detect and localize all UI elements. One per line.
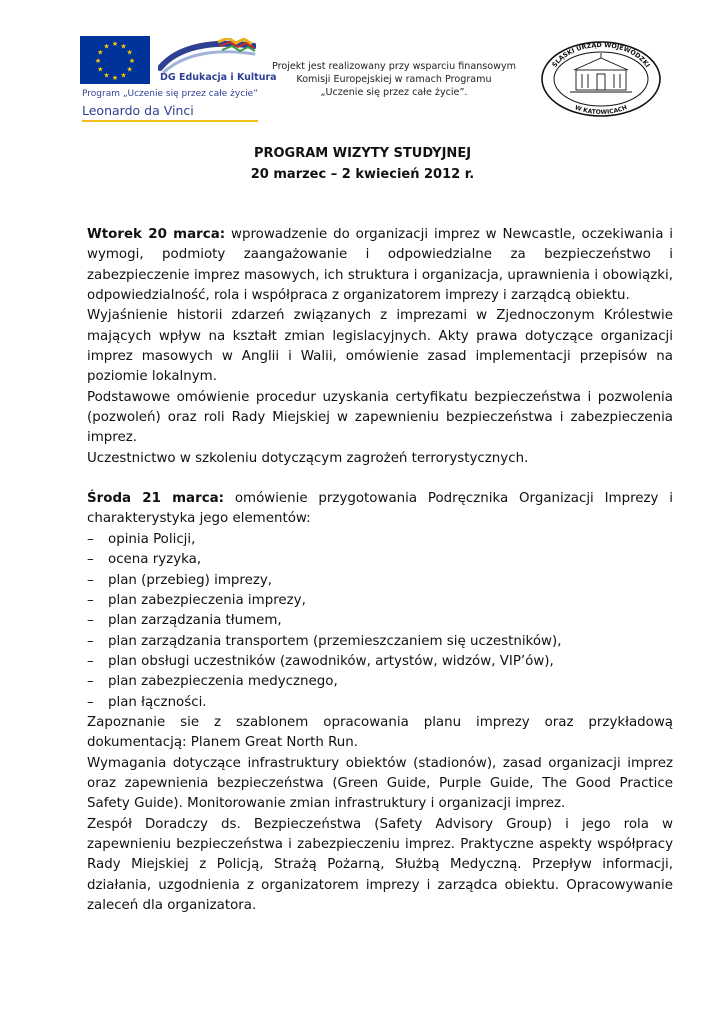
svg-text:★: ★ — [111, 74, 119, 82]
day-heading: Wtorek 20 marca: — [87, 227, 226, 242]
day-heading: Środa 21 marca: — [87, 491, 225, 507]
svg-text:★: ★ — [111, 40, 119, 48]
list-item: – plan zarządzania transportem (przemieszczaniem się uczestników), — [87, 633, 562, 649]
seal-bottom-text: W KATOWICACH — [573, 104, 629, 117]
day-intro-text: omówienie przygotowania Podręcznika Organizacji Imprezy i charakterystyka jego elementów: — [87, 491, 673, 527]
day-tuesday-section — [87, 225, 673, 469]
page-title: PROGRAM WIZYTY STUDYJNEJ — [253, 146, 472, 161]
body-paragraph: Podstawowe omówienie procedur uzyskania certyfikatu bezpieczeństwa i pozwolenia (pozwoleń) oraz roli Rady Miejskiej w zapewnieniu bezpieczeństwa i zabezpieczenia imprez. — [87, 389, 673, 446]
day-intro-paragraph — [87, 225, 673, 306]
svg-text:★: ★ — [126, 48, 133, 57]
svg-text:★: ★ — [97, 65, 104, 74]
svg-text:★: ★ — [128, 57, 136, 65]
dg-label: DG Edukacja i Kultura — [160, 72, 277, 83]
seal-top-text: ŚLĄSKI URZĄD WOJEWÓDZKI — [550, 40, 652, 69]
eu-flag-icon — [80, 36, 150, 84]
body-paragraph: Wymagania dotyczące infrastruktury obiektów (stadionów), zasad organizacji imprez oraz zapewnienia bezpieczeństwa (Green Guide, Purple Guide, The Good Practice Safety Guide). Monitorowanie zmian infrastruktury i organizacji imprez. — [87, 755, 673, 812]
program-label: Program „Uczenie się przez całe życie” — [82, 89, 258, 99]
logo-divider — [82, 120, 258, 122]
svg-text:★: ★ — [120, 42, 127, 51]
list-item: – opinia Policji, — [87, 531, 196, 547]
list-item: – ocena ryzyka, — [87, 552, 202, 568]
svg-text:★: ★ — [103, 42, 110, 51]
body-paragraph: Uczestnictwo w szkoleniu dotyczącym zagrożeń terrorystycznych. — [87, 450, 529, 466]
list-item: – plan zabezpieczenia medycznego, — [87, 674, 338, 690]
funding-line: Komisji Europejskiej w ramach Programu — [296, 74, 492, 85]
day-intro-paragraph — [87, 489, 673, 530]
list-item: – plan obsługi uczestników (zawodników, artystów, widzów, VIP’ów), — [87, 653, 554, 669]
page-subtitle-dates: 20 marzec – 2 kwiecień 2012 r. — [250, 167, 475, 182]
svg-text:★: ★ — [97, 48, 104, 57]
funding-line: „Uczenie się przez całe życie”. — [320, 87, 468, 98]
eu-programme-logo — [80, 36, 277, 122]
programme-body — [87, 225, 673, 916]
body-paragraph: Wyjaśnienie historii zdarzeń związanych z imprezami w Zjednoczonym Królestwie mających wpływ na kształt zmian legislacyjnych. Akty prawa dotyczące organizacji imprez masowych w Anglii i Walii, omówienie zasad implementacji przepisów na poziomie lokalnym. — [87, 308, 673, 385]
leonardo-label: Leonardo da Vinci — [82, 103, 194, 118]
svg-text:★: ★ — [103, 71, 110, 80]
plan-elements-list — [87, 530, 673, 713]
svg-text:★: ★ — [94, 57, 102, 65]
list-item: – plan (przebieg) imprezy, — [87, 572, 273, 588]
list-item: – plan zabezpieczenia imprezy, — [87, 592, 306, 608]
body-paragraph: Zapoznanie sie z szablonem opracowania planu imprezy oraz przykładową dokumentacją: Planem Great North Run. — [87, 714, 673, 751]
voivodeship-seal-icon — [540, 40, 662, 118]
funding-note — [268, 60, 520, 99]
body-paragraph: Zespół Doradczy ds. Bezpieczeństwa (Safety Advisory Group) i jego rola w zapewnieniu bezpieczeństwa i zabezpieczeniu imprez. Praktyczne aspekty współpracy Rady Miejskiej z Policją, Strażą Pożarną, Służbą Medyczną. Przepływ informacji, działania, uzgodnienia z organizatorem imprezy i zarządca obiektu. Opracowywanie zaleceń dla organizatora. — [87, 816, 673, 913]
svg-text:★: ★ — [120, 71, 127, 80]
funding-line: Projekt jest realizowany przy wsparciu finansowym — [271, 61, 517, 72]
day-wednesday-section — [87, 489, 673, 916]
list-item: – plan łączności. — [87, 694, 207, 710]
list-item: – plan zarządzania tłumem, — [87, 613, 282, 629]
day-intro-text: wprowadzenie do organizacji imprez w Newcastle, oczekiwania i wymogi, podmioty zaangażowanie i odpowiedzialne za bezpieczeństwo i zabezpieczenie imprez masowych, ich struktura i organizacja, uprawnienia i obowiązki, odpowiedzialność, rola i współpraca z organizatorem imprezy i zarządcą obiektu. — [87, 227, 674, 304]
page-header — [0, 0, 725, 125]
svg-text:★: ★ — [126, 65, 133, 74]
